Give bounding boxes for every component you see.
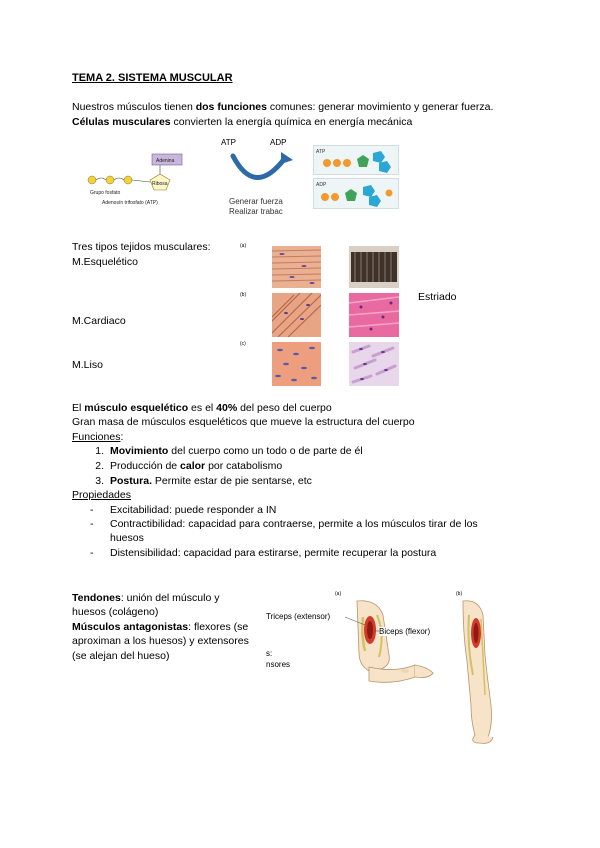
tendones-line-4: aproximan a los huesos) y extensores: [72, 635, 249, 647]
ribosa-label: Ribosa: [152, 181, 168, 187]
tendones-line-1: [72, 591, 219, 605]
page-title: TEMA 2. SISTEMA MUSCULAR: [72, 72, 233, 84]
tendones-line-5: (se alejan del hueso): [72, 650, 170, 662]
adp-small-label: ADP: [316, 182, 327, 188]
text: Excitabilidad: puede responder a IN: [110, 504, 277, 516]
cardiac-tissue-image-1: [272, 293, 321, 337]
skeletal-tissue-image-1: [272, 246, 321, 288]
esqueletico-label: M.Esquelético: [72, 256, 138, 268]
esqueletico-line-2: Gran masa de músculos esqueléticos que mueve la estructura del cuerpo: [72, 416, 415, 428]
skeletal-tissue-image-2: [349, 246, 399, 288]
biceps-label: Biceps (flexor): [379, 627, 431, 636]
text: del cuerpo como un todo o de parte de él: [168, 445, 363, 457]
liso-label: M.Liso: [72, 359, 103, 371]
text: Nuestros músculos tienen: [72, 101, 196, 113]
smooth-tissue-image-2: [349, 342, 399, 386]
text: por catabolismo: [205, 460, 283, 472]
propiedades-heading: Propiedades: [72, 489, 131, 501]
triceps-label: Triceps (extensor): [266, 612, 331, 621]
text: Permite estar de pie sentarse, etc: [152, 475, 312, 487]
propiedad-2-cont: huesos: [110, 532, 144, 544]
fragment-label-1: s:: [266, 649, 273, 658]
text: : unión del músculo y: [120, 592, 220, 604]
estriado-label: Estriado: [418, 291, 457, 303]
tissue-label-a: (a): [240, 243, 247, 249]
funciones-heading: [72, 430, 123, 444]
list-dash: -: [90, 518, 94, 530]
tissues-heading: Tres tipos tejidos musculares:: [72, 241, 211, 253]
adp-label: ADP: [270, 138, 287, 147]
atp-small-label: ATP: [316, 149, 326, 155]
cardiac-tissue-image-2: [349, 293, 399, 337]
bold-text: Postura.: [110, 475, 153, 487]
atp-adp-molecule-diagram: [313, 145, 399, 209]
atp-label: ATP: [221, 138, 236, 147]
bold-text: dos funciones: [195, 101, 267, 113]
list-number: 2.: [95, 460, 104, 472]
bold-text: Células musculares: [72, 116, 171, 128]
propiedad-3: [90, 546, 436, 560]
tissue-label-c: (c): [240, 341, 246, 347]
list-number: 3.: [95, 475, 104, 487]
bold-text: Movimiento: [110, 445, 169, 457]
fosfato-label: Grupo fosfato: [90, 190, 121, 196]
text: es el: [188, 402, 217, 414]
generar-fuerza-text: Generar fuerza: [229, 197, 283, 206]
fragment-label-2: nsores: [266, 660, 291, 669]
atp-caption: Adenosín trifosfato (ATP): [102, 200, 158, 206]
propiedad-2: [90, 517, 478, 531]
atp-molecule-figure: [80, 150, 206, 208]
funcion-3: [86, 474, 312, 488]
text: Contractibilidad: capacidad para contraerse, permite a los músculos tirar de los: [110, 518, 478, 530]
cardiaco-label: M.Cardiaco: [72, 315, 126, 327]
bold-text: calor: [180, 460, 206, 472]
text: El: [72, 402, 85, 414]
propiedad-1: [90, 503, 276, 517]
text: comunes: generar movimiento y generar fuerza.: [266, 101, 494, 113]
list-number: 1.: [95, 445, 104, 457]
arm-label-b: (b): [456, 591, 463, 597]
funcion-2: [86, 459, 282, 473]
intro-line-2: [72, 115, 412, 129]
bold-text: 40%: [216, 402, 238, 414]
text: :: [120, 431, 124, 443]
bold-text: Tendones: [72, 592, 121, 604]
text: Producción de: [110, 460, 181, 472]
bold-text: Músculos antagonistas: [72, 621, 189, 633]
text: convierten la energía química en energía mecánica: [170, 116, 413, 128]
intro-line-1: [72, 100, 493, 114]
list-dash: -: [90, 504, 94, 516]
smooth-tissue-image-1: [272, 342, 321, 386]
text: Funciones: [72, 431, 121, 443]
funcion-1: [86, 444, 363, 458]
bold-text: músculo esquelético: [84, 402, 189, 414]
list-dash: -: [90, 547, 94, 559]
text: del peso del cuerpo: [237, 402, 332, 414]
arm-label-a: (a): [335, 591, 342, 597]
tendones-line-2: huesos (colágeno): [72, 606, 159, 618]
esqueletico-line-1: [72, 401, 332, 415]
atp-adp-arrow: [225, 150, 305, 198]
realizar-trabajo-text: Realizar trabac: [229, 207, 283, 216]
adenina-label: Adenina: [156, 158, 175, 164]
text: : flexores (se: [188, 621, 249, 633]
tissue-label-b: (b): [240, 292, 247, 298]
tendones-line-3: [72, 620, 248, 634]
text: Distensibilidad: capacidad para estirarse, permite recuperar la postura: [110, 547, 437, 559]
